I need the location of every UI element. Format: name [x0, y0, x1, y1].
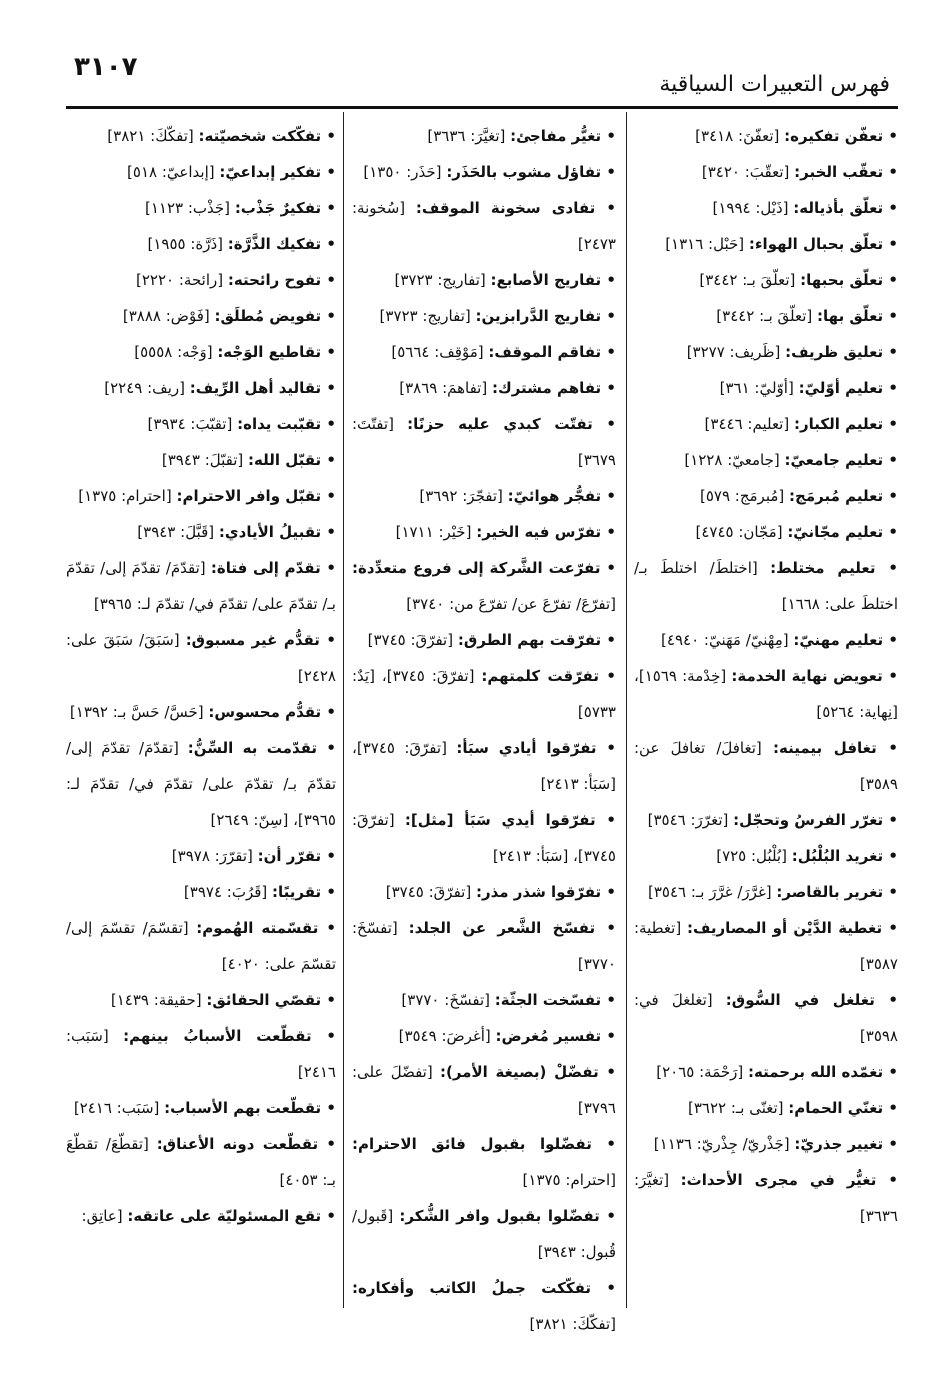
- entry-term: • تفسّخت الجثّة:: [494, 991, 616, 1009]
- index-entry: [634, 838, 898, 874]
- entry-reference: [حَبْل: ١٣١٦]: [665, 235, 749, 253]
- entry-term: • تفرّقت كلمتهم:: [481, 667, 616, 685]
- entry-term: • تعلّق بحبها:: [800, 271, 898, 289]
- index-entry: [634, 622, 898, 658]
- index-entry: [634, 982, 898, 1054]
- entry-reference: [تفرّقَ: ٣٧٤٥]، [يَدٌ: ٥٧٣٣]: [352, 667, 616, 721]
- entry-reference: [تفرّقَ: ٣٧٤٥]: [367, 631, 458, 649]
- index-entry: [634, 406, 898, 442]
- entry-reference: [رائحة: ٢٢٢٠]: [136, 271, 228, 289]
- entry-term: • تفضّلوا بقبول فائق الاحترام:: [352, 1135, 616, 1153]
- entry-term: • تفادى سخونة الموقف:: [415, 199, 617, 217]
- entry-reference: [وَجْه: ٥٥٥٨]: [134, 343, 218, 361]
- entry-reference: [مَجّان: ٤٧٤٥]: [695, 523, 788, 541]
- entry-reference: [تعفّنَ: ٣٤١٨]: [695, 127, 785, 145]
- index-entry: [66, 118, 336, 154]
- index-entry: [634, 298, 898, 334]
- index-entry: [352, 550, 616, 622]
- entry-reference: [تغيَّرَ: ٣٦٣٦]: [427, 127, 511, 145]
- entry-reference: [تفتّتَ: ٣٦٧٩]: [352, 415, 616, 469]
- index-entry: [352, 910, 616, 982]
- entry-reference: [اختلطَ/ اختلطَ بـ/ اختلطَ على: ١٦٦٨]: [634, 559, 898, 613]
- entry-reference: [تغرّرَ: ٣٥٤٦]: [647, 811, 734, 829]
- header-rule: [66, 106, 898, 109]
- entry-term: • تعلّق بحبال الهواء:: [748, 235, 898, 253]
- entry-reference: [ظَريف: ٣٢٧٧]: [686, 343, 786, 361]
- entry-term: • تقطّعت الأسبابُ بينهم:: [123, 1027, 336, 1045]
- entry-reference: [احترام: ١٣٧٥]: [522, 1171, 616, 1189]
- entry-term: • تعليم مهنيّ:: [793, 631, 898, 649]
- index-entry: [352, 154, 616, 190]
- entry-term: • تعليم جامعيّ:: [784, 451, 898, 469]
- entry-reference: [تقطّعَ/ تقطّعَ بـ: ٤٠٥٣]: [66, 1135, 336, 1189]
- index-entry: [66, 514, 336, 550]
- entry-reference: [تفكّكَ: ٣٨٢١]: [529, 1315, 616, 1333]
- index-entry: [634, 910, 898, 982]
- index-entry: [634, 514, 898, 550]
- entry-term: • تغرّر الفرسُ وتحجّل:: [733, 811, 898, 829]
- entry-term: • تعويض نهاية الخدمة:: [731, 667, 898, 685]
- index-column-left: [66, 118, 336, 1306]
- entry-term: • تعليم الكبار:: [793, 415, 898, 433]
- index-entry: [634, 1090, 898, 1126]
- entry-reference: [تفسّخَ: ٣٧٧٠]: [352, 919, 616, 973]
- entry-term: • تعلّق بأذياله:: [793, 199, 898, 217]
- entry-term: • تعليم مختلط:: [770, 559, 898, 577]
- entry-reference: [قَبَّلَ: ٣٩٤٣]: [137, 523, 219, 541]
- entry-term: • تغيير جذريّ:: [794, 1135, 898, 1153]
- entry-term: • تقريبًا:: [272, 883, 336, 901]
- index-entry: [634, 154, 898, 190]
- entry-term: • تفرّعت الشَّركة إلى فروع متعدِّدة:: [352, 559, 616, 577]
- index-entry: [352, 1054, 616, 1126]
- entry-reference: [أغرضَ: ٣٥٤٩]: [398, 1027, 496, 1045]
- entry-term: • تغمّده الله برحمته:: [748, 1063, 898, 1081]
- index-entry: [352, 514, 616, 550]
- entry-reference: [تفسّخَ: ٣٧٧٠]: [401, 991, 495, 1009]
- entry-reference: [تعقّبَ: ٣٤٢٠]: [701, 163, 795, 181]
- entry-reference: [بُلْبُل: ٧٢٥]: [716, 847, 792, 865]
- index-entry: [352, 1126, 616, 1198]
- entry-reference: [أوّليّ: ٣٦١]: [719, 379, 799, 397]
- entry-reference: [تقدّمَ/ تقدّمَ إلى/ تقدّمَ بـ/ تقدّمَ على/ تقدّمَ في/ تقدّمَ لـ: ٣٩٦٥]، [سِنّ: ٢٦٤٩]: [66, 739, 336, 829]
- entry-term: • تفاريج الدَّرابزين:: [475, 307, 616, 325]
- entry-reference: [تعلّقَ بـ: ٣٤٤٢]: [716, 307, 818, 325]
- index-entry: [66, 154, 336, 190]
- entry-term: • تفويض مُطلَق:: [214, 307, 336, 325]
- entry-reference: [تفاريج: ٣٧٢٣]: [394, 271, 491, 289]
- index-entry: [66, 910, 336, 982]
- entry-term: • تقدّمت به السِّنُّ:: [187, 739, 336, 757]
- index-entry: [66, 262, 336, 298]
- index-entry: [352, 262, 616, 298]
- index-entry: [66, 298, 336, 334]
- entry-reference: [سَبَب: ٢٤١٦]: [66, 1027, 336, 1081]
- entry-term: • تقاليد أهل الرِّيف:: [189, 379, 336, 397]
- index-entry: [352, 190, 616, 262]
- entry-reference: [قَرُبَ: ٣٩٧٤]: [183, 883, 273, 901]
- entry-reference: [تغطية: ٣٥٨٧]: [634, 919, 898, 973]
- index-entry: [352, 478, 616, 514]
- index-entry: [634, 802, 898, 838]
- entry-reference: [ذَرَّة: ١٩٥٥]: [147, 235, 228, 253]
- entry-term: • تفرّقوا شذر مذر:: [475, 883, 616, 901]
- index-entry: [66, 226, 336, 262]
- entry-reference: [جامعيّ: ١٢٢٨]: [684, 451, 785, 469]
- index-entry: [66, 622, 336, 694]
- entry-term: • تغيُّر في مجرى الأحداث:: [680, 1171, 898, 1189]
- entry-term: • تفاقم الموقف:: [488, 343, 616, 361]
- index-entry: [634, 442, 898, 478]
- entry-term: • تقبيلُ الأيادي:: [218, 523, 336, 541]
- column-divider-left: [343, 112, 344, 1308]
- page-title: فهرس التعبيرات السياقية: [659, 72, 890, 97]
- entry-term: • تفرّقوا أيادي سبَأ:: [456, 739, 616, 757]
- entry-term: • تفرّس فيه الخير:: [476, 523, 616, 541]
- entry-reference: [تغافلَ/ تغافلَ عن: ٣٥٨٩]: [634, 739, 898, 793]
- index-entry: [634, 334, 898, 370]
- entry-reference: [فَوْض: ٣٨٨٨]: [122, 307, 215, 325]
- entry-term: • تفتّت كبدي عليه حزنًا:: [407, 415, 616, 433]
- index-entry: [634, 1162, 898, 1234]
- entry-reference: [تعليم: ٣٤٤٦]: [704, 415, 794, 433]
- index-entry: [352, 1018, 616, 1054]
- entry-reference: [تقسّمَ/ تقسّمَ إلى/ تقسّمَ على: ٤٠٢٠]: [66, 919, 336, 973]
- index-entry: [352, 730, 616, 802]
- entry-reference: [تقبّبَ: ٣٩٣٤]: [147, 415, 238, 433]
- entry-term: • تغلغل في السُّوق:: [725, 991, 898, 1009]
- entry-reference: [تقدّمَ/ تقدّمَ إلى/ تقدّمَ بـ/ تقدّمَ على/ تقدّمَ في/ تقدّمَ لـ: ٣٩٦٥]: [66, 559, 336, 613]
- entry-term: • تفكيرٌ جَذْب:: [234, 199, 336, 217]
- index-entry: [352, 370, 616, 406]
- index-entry: [66, 190, 336, 226]
- entry-term: • تقع المسئوليّة على عاتقه:: [127, 1207, 336, 1225]
- index-entry: [66, 334, 336, 370]
- page-number: ٣١٠٧: [74, 52, 138, 82]
- entry-term: • تفكير إبداعيّ:: [219, 163, 336, 181]
- index-entry: [634, 1126, 898, 1162]
- entry-reference: [تفجّرَ: ٣٦٩٢]: [419, 487, 508, 505]
- column-divider-right: [626, 112, 627, 1308]
- entry-reference: [خِدْمة: ١٥٦٩]، [نِهاية: ٥٢٦٤]: [634, 667, 898, 721]
- index-entry: [352, 334, 616, 370]
- index-entry: [352, 1198, 616, 1270]
- entry-reference: [تفكّكَ: ٣٨٢١]: [107, 127, 199, 145]
- index-entry: [634, 262, 898, 298]
- index-entry: [66, 550, 336, 622]
- entry-term: • تقبّل الله:: [248, 451, 336, 469]
- index-entry: [66, 1090, 336, 1126]
- index-entry: [66, 694, 336, 730]
- index-entry: [352, 802, 616, 874]
- entry-term: • تعليق ظريف:: [785, 343, 898, 361]
- index-entry: [352, 982, 616, 1018]
- entry-reference: [سُخونة: ٢٤٧٣]: [352, 199, 616, 253]
- entry-reference: [قَبول/ قُبول: ٣٩٤٣]: [352, 1207, 616, 1261]
- entry-term: • تقرّر أن:: [257, 847, 336, 865]
- entry-term: • تقسّمته الهُموم:: [196, 919, 336, 937]
- entry-term: • تغنّي الحمام:: [788, 1099, 898, 1117]
- index-entry: [352, 874, 616, 910]
- entry-term: • تقدُّم غير مسبوق:: [185, 631, 336, 649]
- entry-reference: [تعلّقَ بـ: ٣٤٤٢]: [699, 271, 801, 289]
- index-entry: [66, 730, 336, 838]
- entry-reference: [عاتِق:: [81, 1207, 128, 1225]
- index-column-right: [634, 118, 898, 1306]
- entry-reference: [مُبرمَج: ٥٧٩]: [699, 487, 790, 505]
- entry-reference: [تفرّقَ: ٣٧٤٥]، [سَبَأ: ٢٤١٣]: [352, 739, 616, 793]
- entry-term: • تفكّكت جملُ الكاتب وأفكاره:: [352, 1279, 616, 1297]
- entry-reference: [احترام: ١٣٧٥]: [78, 487, 177, 505]
- entry-term: • تغرير بالقاصر:: [776, 883, 898, 901]
- entry-term: • تقدّم إلى فتاة:: [210, 559, 336, 577]
- entry-reference: [جَذْريّ/ جِذْريّ: ١١٣٦]: [653, 1135, 795, 1153]
- entry-reference: [تفضّلَ على: ٣٧٩٦]: [352, 1063, 616, 1117]
- index-entry: [634, 1054, 898, 1090]
- entry-reference: [تغنّى بـ: ٣٦٢٢]: [687, 1099, 789, 1117]
- index-entry: [634, 118, 898, 154]
- entry-term: • تفاريج الأصابع:: [490, 271, 616, 289]
- index-entry: [352, 622, 616, 658]
- index-entry: [352, 658, 616, 730]
- entry-reference: [مَوْقِف: ٥٦٦٤]: [391, 343, 489, 361]
- index-entry: [634, 226, 898, 262]
- entry-reference: [غرَّرَ/ غرَّرَ بـ: ٣٥٤٦]: [647, 883, 777, 901]
- entry-term: • تفكّكت شخصيّته:: [198, 127, 336, 145]
- entry-term: • تغيُّر مفاجئ:: [510, 127, 616, 145]
- entry-reference: [سَبَقَ/ سَبَقَ على: ٢٤٢٨]: [66, 631, 336, 685]
- entry-term: • تفاهم مشترك:: [491, 379, 616, 397]
- entry-reference: [رَحْمَة: ٢٠٦٥]: [656, 1063, 749, 1081]
- entry-term: • تقطّعت بهم الأسباب:: [164, 1099, 336, 1117]
- index-entry: [66, 1018, 336, 1090]
- entry-term: • تغطية الدَّيْن أو المصاريف:: [687, 919, 898, 937]
- entry-term: • تفسير مُغرض:: [495, 1027, 616, 1045]
- entry-reference: [حَذَر: ١٣٥٠]: [363, 163, 447, 181]
- entry-reference: [تقرّرَ: ٣٩٧٨]: [171, 847, 258, 865]
- entry-term: • تقبّبت يداه:: [237, 415, 336, 433]
- index-column-middle: [352, 118, 617, 1333]
- index-entry: [66, 406, 336, 442]
- index-entry: [66, 478, 336, 514]
- entry-term: • تعليم مجّانيّ:: [787, 523, 898, 541]
- index-entry: [66, 1198, 336, 1234]
- index-entry: [634, 658, 898, 730]
- index-entry: [352, 298, 616, 334]
- index-entry: [634, 874, 898, 910]
- entry-reference: [تفاهمَ: ٣٨٦٩]: [399, 379, 492, 397]
- entry-reference: [تفرّقَ: ٣٧٤٥]، [سَبَأ: ٢٤١٣]: [352, 811, 616, 865]
- index-entry: [352, 1270, 616, 1342]
- entry-term: • تقاطيع الوَجْه:: [217, 343, 336, 361]
- entry-term: • تقبّل وافر الاحترام:: [176, 487, 336, 505]
- entry-term: • تفجُّر هوائيّ:: [507, 487, 616, 505]
- entry-reference: [مِهْنيّ/ مَهَنيّ: ٤٩٤٠]: [661, 631, 794, 649]
- entry-term: • تفضّلْ (بصيغة الأمر):: [439, 1063, 617, 1081]
- entry-term: • تفسّخ الشَّعر عن الجلد:: [408, 919, 616, 937]
- entry-term: • تغريد البُلْبُل:: [791, 847, 898, 865]
- entry-reference: [ريف: ٢٢٤٩]: [104, 379, 190, 397]
- index-entry: [634, 730, 898, 802]
- entry-reference: [حقيقة: ١٤٣٩]: [110, 991, 207, 1009]
- index-entry: [66, 1126, 336, 1198]
- entry-term: • تعلّق بها:: [817, 307, 898, 325]
- index-entry: [66, 838, 336, 874]
- entry-term: • تعقّب الخبر:: [794, 163, 898, 181]
- entry-reference: [تفرّعَ/ تفرّعَ عن/ تفرّعَ من: ٣٧٤٠]: [406, 595, 616, 613]
- entry-reference: [جَذْب: ١١٢٣]: [145, 199, 235, 217]
- entry-reference: [تفرّقَ: ٣٧٤٥]: [385, 883, 476, 901]
- entry-term: • تفاؤل مشوب بالحَذَر:: [446, 163, 616, 181]
- index-entry: [66, 874, 336, 910]
- entry-term: • تفرّقت بهم الطرق:: [457, 631, 616, 649]
- entry-reference: [سَبَب: ٢٤١٦]: [73, 1099, 165, 1117]
- entry-term: • تفكيك الذَّرَّة:: [227, 235, 336, 253]
- index-entry: [634, 550, 898, 622]
- entry-term: • تعليم أوّليّ:: [798, 379, 898, 397]
- entry-reference: [إبداعيّ: ٥١٨]: [127, 163, 220, 181]
- index-entry: [66, 442, 336, 478]
- entry-term: • تعليم مُبرمَج:: [789, 487, 898, 505]
- index-entry: [634, 190, 898, 226]
- entry-term: • تقطّعت دونه الأعناق:: [156, 1135, 336, 1153]
- entry-term: • تقصّي الحقائق:: [206, 991, 336, 1009]
- entry-term: • تفضّلوا بقبول وافر الشُّكر:: [399, 1207, 616, 1225]
- entry-term: • تغافل بيمينه:: [772, 739, 898, 757]
- index-entry: [66, 982, 336, 1018]
- index-entry: [66, 370, 336, 406]
- entry-reference: [ذَيْل: ١٩٩٤]: [712, 199, 794, 217]
- index-entry: [634, 478, 898, 514]
- index-entry: [352, 406, 616, 478]
- entry-reference: [تغيَّرَ: ٣٦٣٦]: [634, 1171, 898, 1225]
- entry-reference: [حَسَّ/ حَسَّ بـ: ١٣٩٢]: [69, 703, 209, 721]
- entry-term: • تفوح رائحته:: [227, 271, 336, 289]
- entry-term: • تفرّقوا أيدي سَبَأ [مثل]:: [404, 811, 616, 829]
- entry-reference: [تفاريج: ٣٧٢٣]: [379, 307, 476, 325]
- entry-reference: [تغلغلَ في: ٣٥٩٨]: [634, 991, 898, 1045]
- entry-reference: [خَيْر: ١٧١١]: [395, 523, 477, 541]
- index-entry: [634, 370, 898, 406]
- index-entry: [352, 118, 616, 154]
- entry-term: • تعفّن تفكيره:: [784, 127, 898, 145]
- entry-reference: [تقبّلَ: ٣٩٤٣]: [161, 451, 249, 469]
- entry-term: • تقدُّم محسوس:: [208, 703, 336, 721]
